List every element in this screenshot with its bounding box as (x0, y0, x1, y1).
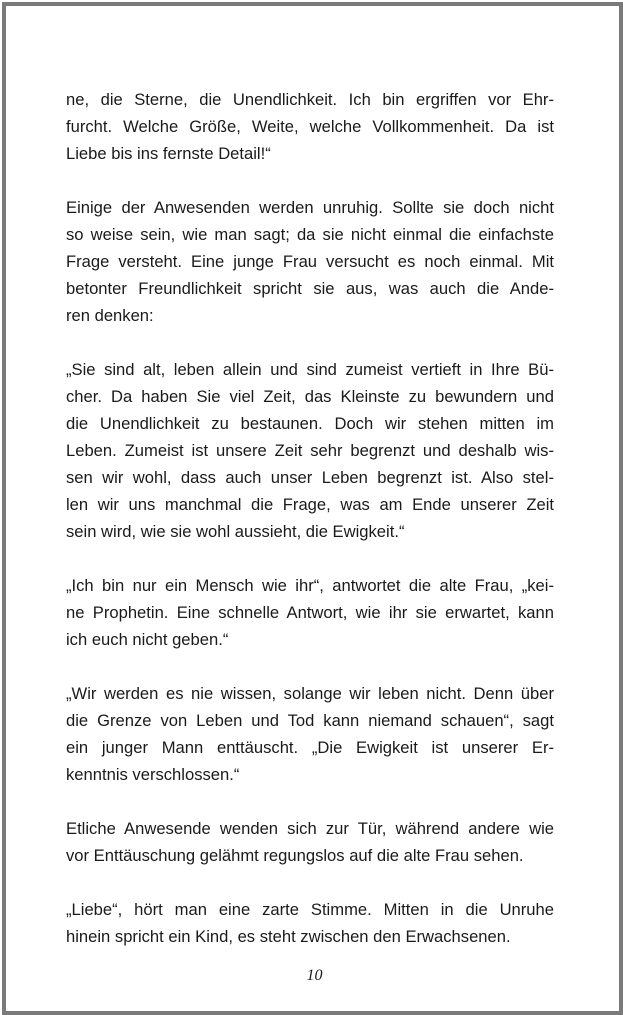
paragraph-1 (66, 86, 554, 167)
paragraph-6 (66, 815, 554, 869)
text-line: Einige der Anwesenden werden unruhig. Sollte sie doch nicht (66, 198, 554, 217)
text-line: ich euch nicht geben.“ (66, 630, 229, 649)
text-line: Leben. Zumeist ist unsere Zeit sehr begrenzt und deshalb wis- (66, 441, 554, 460)
page-frame (2, 2, 623, 1015)
text-line: furcht. Welche Größe, Weite, welche Vollkommenheit. Da ist (66, 117, 554, 136)
text-line: Frage versteht. Eine junge Frau versucht es noch einmal. Mit (66, 252, 554, 271)
text-line: „Liebe“, hört man eine zarte Stimme. Mitten in die Unruhe (66, 900, 554, 919)
text-body (66, 86, 554, 977)
text-line: Liebe bis ins fernste Detail!“ (66, 144, 271, 163)
text-line: cher. Da haben Sie viel Zeit, das Kleinste zu bewundern und (66, 387, 554, 406)
text-line: hinein spricht ein Kind, es steht zwischen den Erwachsenen. (66, 927, 511, 946)
text-line: ne Prophetin. Eine schnelle Antwort, wie ihr sie erwartet, kann (66, 603, 554, 622)
paragraph-3 (66, 356, 554, 545)
text-line: „Sie sind alt, leben allein und sind zumeist vertieft in Ihre Bü- (66, 360, 554, 379)
text-line: sen wir wohl, dass auch unser Leben begrenzt ist. Also stel- (66, 468, 554, 487)
text-line: kenntnis verschlossen.“ (66, 765, 240, 784)
text-line: so weise sein, wie man sagt; da sie nicht einmal die einfachste (66, 225, 554, 244)
text-line: ne, die Sterne, die Unendlichkeit. Ich bin ergriffen vor Ehr- (66, 90, 554, 109)
paragraph-5 (66, 680, 554, 788)
text-line: betonter Freundlichkeit spricht sie aus, was auch die Ande- (66, 279, 554, 298)
page-number: 10 (306, 967, 323, 984)
text-line: Etliche Anwesende wenden sich zur Tür, während andere wie (66, 819, 554, 838)
paragraph-2 (66, 194, 554, 329)
text-line: „Ich bin nur ein Mensch wie ihr“, antwortet die alte Frau, „kei- (66, 576, 554, 595)
text-line: die Grenze von Leben und Tod kann niemand schauen“, sagt (66, 711, 554, 730)
text-line: sein wird, wie sie wohl aussieht, die Ewigkeit.“ (66, 522, 405, 541)
text-line: die Unendlichkeit zu bestaunen. Doch wir stehen mitten im (66, 414, 554, 433)
paragraph-7 (66, 896, 554, 950)
paragraph-4 (66, 572, 554, 653)
text-line: vor Enttäuschung gelähmt regungslos auf die alte Frau sehen. (66, 846, 524, 865)
text-line: „Wir werden es nie wissen, solange wir leben nicht. Denn über (66, 684, 554, 703)
text-line: ein junger Mann enttäuscht. „Die Ewigkeit ist unserer Er- (66, 738, 554, 757)
text-line: ren denken: (66, 306, 154, 325)
text-line: len wir uns manchmal die Frage, was am Ende unserer Zeit (66, 495, 554, 514)
